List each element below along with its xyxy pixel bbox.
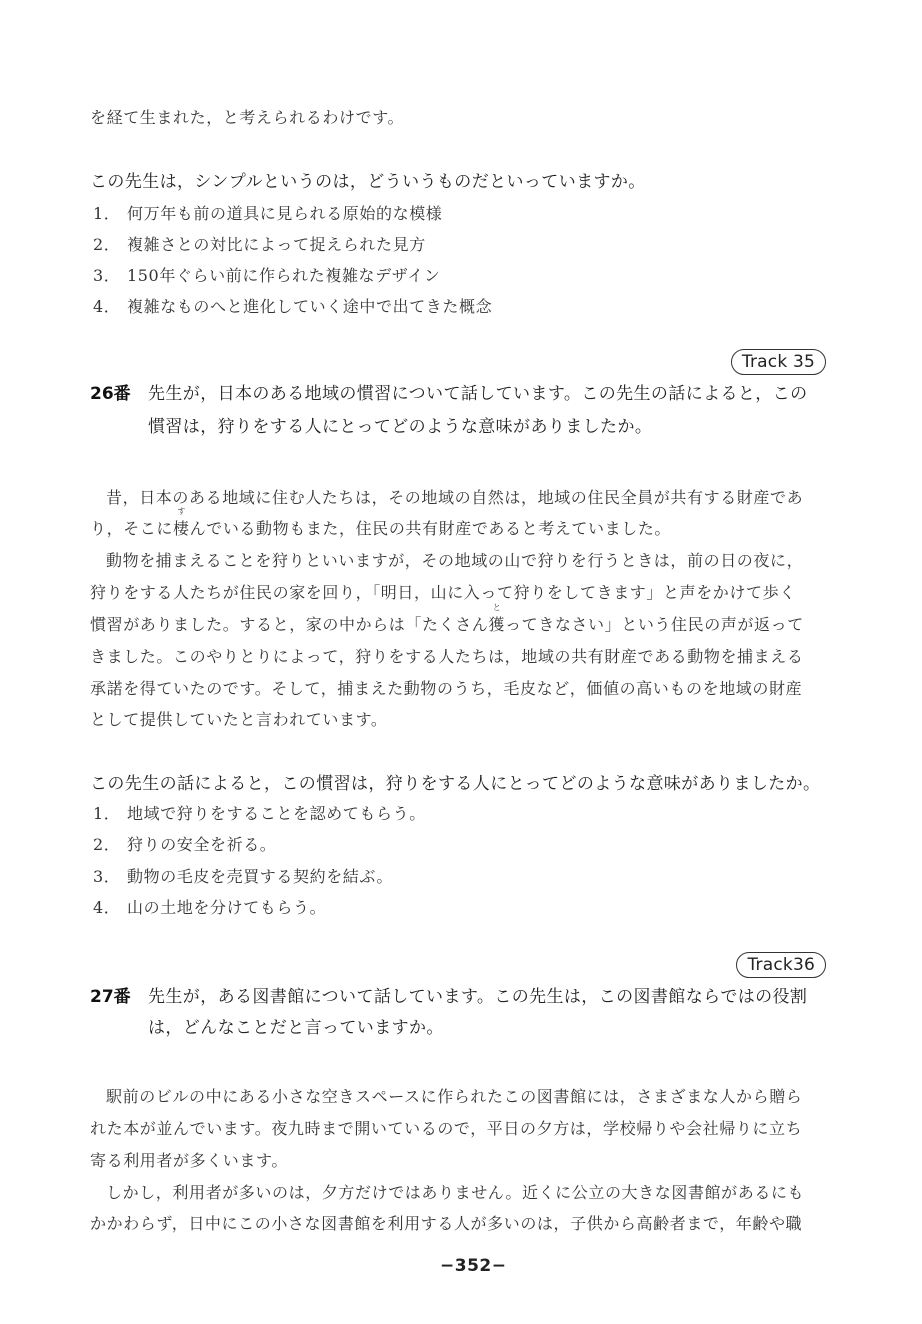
option-26-3 — [93, 867, 393, 887]
question-number-26: 26番 — [90, 384, 131, 404]
ruby-kanji — [488, 603, 506, 635]
passage-27-line: れた本が並んでいます。夜九時まで開いているので，平日の夕方は，学校帰りや会社帰りに立ち — [90, 1119, 803, 1138]
question-25: この先生は，シンプルというのは，どういうものだといっていますか。 — [90, 172, 646, 192]
option-text: 150年ぐらい前に作られた複雑なデザイン — [127, 266, 441, 285]
option-number: 2． — [93, 835, 121, 854]
furigana: と — [492, 603, 501, 612]
option-number: 2． — [93, 235, 121, 254]
passage-26-line: 動物を捕まえることを狩りといいますが，その地域の山で狩りを行うときは，前の日の夜に， — [106, 551, 804, 570]
track-label-35: Track 35 — [731, 349, 826, 375]
passage-26-line — [90, 507, 672, 539]
text-span: んでいる動物もまた，住民の共有財産であると考えていました。 — [189, 519, 672, 538]
text-span: ってきなさい」という住民の声が返って — [505, 615, 804, 634]
option-26-1 — [93, 804, 426, 824]
passage-26-line — [90, 603, 804, 635]
passage-27-line: かかわらず，日中にこの小さな図書館を利用する人が多いのは，子供から高齢者まで，年齢や職 — [90, 1214, 803, 1233]
option-25-2 — [93, 235, 426, 255]
passage-27-line: しかし，利用者が多いのは，夕方だけではありません。近くに公立の大きな図書館があるにも — [106, 1183, 805, 1202]
prompt-26-line1: 先生が，日本のある地域の慣習について話しています。この先生の話によると，この — [148, 384, 808, 404]
option-number: 3． — [93, 266, 121, 285]
option-number: 3． — [93, 867, 121, 886]
option-text: 複雑さとの対比によって捉えられた見方 — [127, 235, 426, 254]
option-text: 地域で狩りをすることを認めてもらう。 — [127, 804, 426, 823]
option-text: 何万年も前の道具に見られる原始的な模様 — [127, 204, 443, 223]
page-number: −352− — [440, 1256, 507, 1276]
passage-26-line: 昔，日本のある地域に住む人たちは，その地域の自然は，地域の住民全員が共有する財産であ — [106, 488, 804, 507]
question-26: この先生の話によると，この慣習は，狩りをする人にとってどのような意味がありましたか。 — [90, 774, 821, 794]
passage-27-line: 駅前のビルの中にある小さな空きスペースに作られたこの図書館には，さまざまな人から贈ら — [106, 1087, 803, 1106]
option-text: 山の土地を分けてもらう。 — [127, 898, 327, 917]
option-number: 4． — [93, 297, 121, 316]
option-number: 4． — [93, 898, 121, 917]
option-number: 1． — [93, 204, 121, 223]
option-text: 狩りの安全を祈る。 — [127, 835, 277, 854]
passage-26-line: 狩りをする人たちが住民の家を回り，「明日，山に入って狩りをしてきます」と声をかけて歩く — [90, 583, 796, 602]
text-span: り，そこに — [90, 519, 174, 538]
option-25-3 — [93, 266, 440, 286]
continuation-text: を経て生まれた，と考えられるわけです。 — [90, 108, 405, 127]
passage-26-line: きました。このやりとりによって，狩りをする人たちは，地域の共有財産である動物を捕まえる — [90, 647, 804, 666]
prompt-27-line1: 先生が，ある図書館について話しています。この先生は，この図書館ならではの役割 — [148, 987, 808, 1007]
ruby-kanji — [173, 507, 190, 539]
option-number: 1． — [93, 804, 121, 823]
text-span: 慣習がありました。すると，家の中からは「たくさん — [90, 615, 489, 634]
kanji: 獲 — [488, 615, 506, 634]
furigana: す — [177, 507, 186, 516]
passage-26-line: 承諾を得ていたのです。そして，捕まえた動物のうち，毛皮など，価値の高いものを地域の財産 — [90, 679, 803, 698]
passage-26-line: として提供していたと言われています。 — [90, 710, 388, 729]
option-26-2 — [93, 835, 276, 855]
option-25-4 — [93, 297, 492, 317]
track-label-36: Track36 — [736, 952, 826, 978]
option-25-1 — [93, 204, 442, 224]
passage-27-line: 寄る利用者が多くいます。 — [90, 1151, 288, 1170]
option-26-4 — [93, 898, 326, 918]
prompt-26-line2: 慣習は，狩りをする人にとってどのような意味がありましたか。 — [148, 417, 653, 437]
option-text: 動物の毛皮を売買する契約を結ぶ。 — [127, 867, 393, 886]
question-number-27: 27番 — [90, 987, 131, 1007]
kanji: 棲 — [173, 519, 190, 538]
prompt-27-line2: は，どんなことだと言っていますか。 — [148, 1018, 444, 1038]
option-text: 複雑なものへと進化していく途中で出てきた概念 — [127, 297, 493, 316]
